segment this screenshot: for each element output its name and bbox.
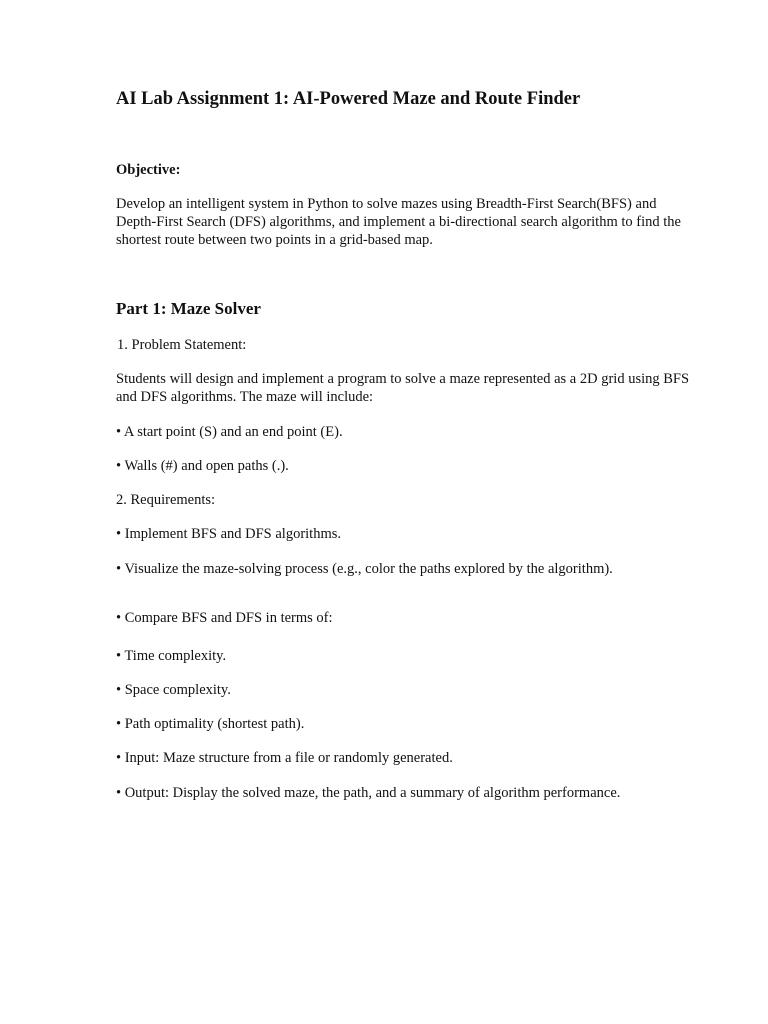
requirement-item: • Space complexity. xyxy=(116,682,231,698)
maze-item-start-end: • A start point (S) and an end point (E). xyxy=(116,424,343,440)
requirement-item: • Visualize the maze-solving process (e.g., color the paths explored by the algorithm). xyxy=(116,561,613,577)
objective-text-line-2: Depth-First Search (DFS) algorithms, and implement a bi-directional search algorithm to find the xyxy=(116,214,681,230)
requirement-item: • Time complexity. xyxy=(116,648,227,664)
requirement-item: • Path optimality (shortest path). xyxy=(116,716,305,732)
objective-text-line-1: Develop an intelligent system in Python to solve mazes using Breadth-First Search(BFS) and xyxy=(116,196,657,212)
document-title: AI Lab Assignment 1: AI-Powered Maze and Route Finder xyxy=(116,89,581,109)
requirement-item: • Input: Maze structure from a file or randomly generated. xyxy=(116,750,453,766)
objective-text-line-3: shortest route between two points in a grid-based map. xyxy=(116,232,433,248)
requirements-label: 2. Requirements: xyxy=(116,492,216,508)
problem-text-line-2: and DFS algorithms. The maze will include: xyxy=(116,389,374,405)
problem-statement-label: 1. Problem Statement: xyxy=(117,337,247,353)
requirement-item: • Output: Display the solved maze, the path, and a summary of algorithm performance. xyxy=(116,785,621,801)
requirement-item: • Implement BFS and DFS algorithms. xyxy=(116,526,341,542)
requirement-item: • Compare BFS and DFS in terms of: xyxy=(116,610,333,626)
problem-text-line-1: Students will design and implement a program to solve a maze represented as a 2D grid using BFS xyxy=(116,371,690,387)
objective-label: Objective: xyxy=(116,162,181,178)
maze-item-walls-paths: • Walls (#) and open paths (.). xyxy=(116,458,289,474)
part1-heading: Part 1: Maze Solver xyxy=(116,299,261,318)
